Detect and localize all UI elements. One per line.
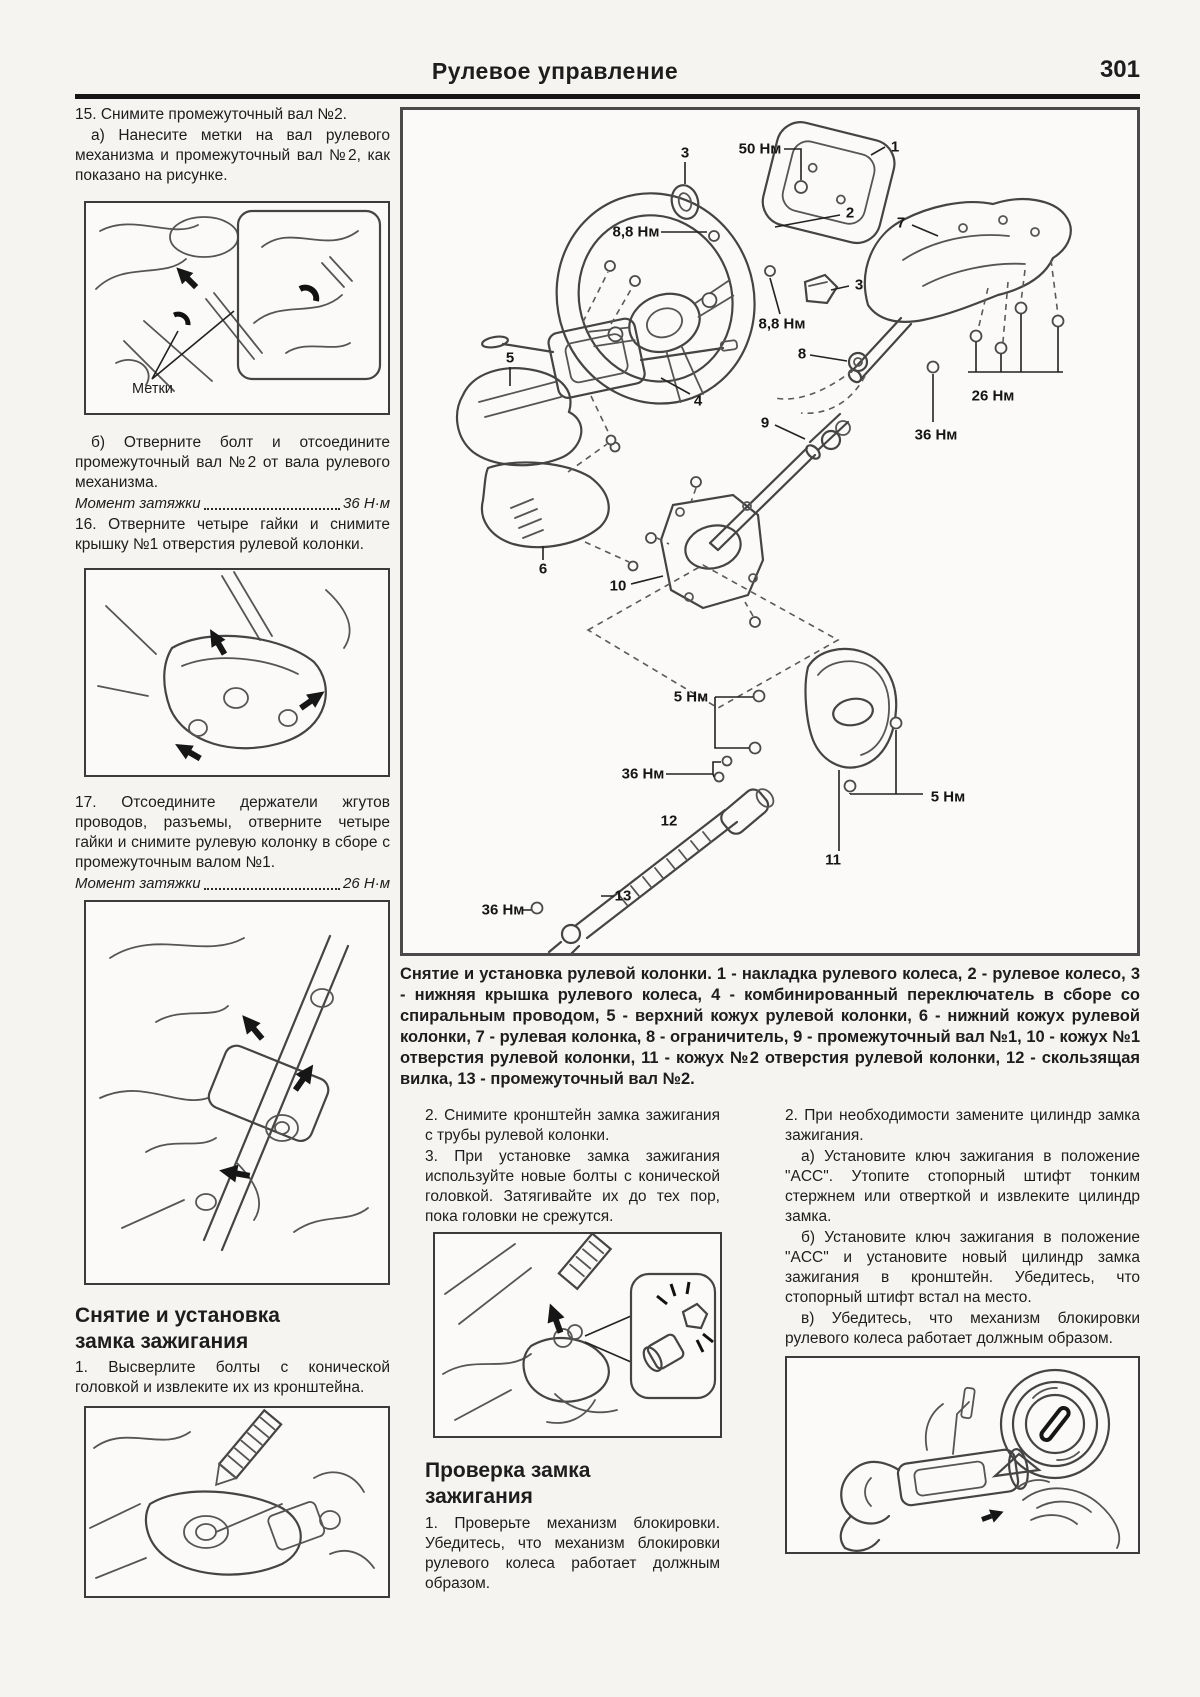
part-label: 10 — [609, 577, 627, 595]
check-step-1-text: 1. Проверьте механизм блокировки. Убедитесь, что механизм блокировки рулевого колеса работает должным образом. — [425, 1515, 720, 1592]
figure-drill-bolts — [84, 1406, 390, 1598]
header-rule — [75, 94, 1140, 99]
part-label: 4 — [693, 392, 703, 410]
figure-column-hole-cover — [84, 568, 390, 777]
right-column — [785, 1106, 1140, 1554]
marks-label: Метки — [132, 381, 173, 397]
drill-bolts-drawing — [86, 1408, 388, 1596]
part-label: 1 — [890, 138, 900, 156]
page-title: Рулевое управление — [431, 58, 679, 84]
part-label: 8 — [797, 345, 807, 363]
torque-label: 5 Нм — [930, 788, 966, 806]
diagram-caption: Снятие и установка рулевой колонки. 1 - накладка рулевого колеса, 2 - рулевое колесо, 3 - нижняя крышка рулевого колеса, 4 - комбинированный переключатель в сборе со спиральным проводом, 5 - верхний кожух рулевой колонки, 6 - нижний кожух рулевой колонки, 7 - рулевая колонка, 8 - ограничитель, 9 - промежуточный вал №1, 10 - кожух №1 отверстия рулевой колонки, 11 - кожух №2 отверстия рулевой колонки, 12 - скользящая вилка, 13 - промежуточный вал №2. — [400, 965, 1140, 1088]
step-17-text: 17. Отсоедините держатели жгутов проводов, разъемы, отверните четыре гайки и снимите рулевую колонку в сборе с промежуточным валом №1. — [75, 794, 390, 871]
ignition-lock-drawing — [787, 1358, 1138, 1552]
dot-leader — [204, 508, 340, 510]
torque-label: 36 Нм — [481, 901, 525, 919]
right-step-2a-text: а) Установите ключ зажигания в положение "ACC". Утопите стопорный штифт тонким стержнем или отверткой и извлеките цилиндр замка. — [785, 1148, 1140, 1225]
steering-column-exploded-drawing — [403, 110, 1137, 953]
torque-label: 26 Нм — [971, 387, 1015, 405]
torque-label: 8,8 Нм — [758, 315, 806, 333]
torque-spec-26: Момент затяжки 26 Н·м — [75, 875, 390, 892]
part-label: 3 — [854, 276, 864, 294]
figure-shear-bolts — [433, 1232, 722, 1438]
step-1-drill-text: 1. Высверлите болты с конической головкой и извлеките их из кронштейна. — [75, 1359, 390, 1396]
exploded-diagram-box — [400, 107, 1140, 956]
hole-cover-drawing — [86, 570, 388, 775]
right-step-2b-text: б) Установите ключ зажигания в положение "ACC" и установите новый цилиндр замка зажигания в кронштейн. Убедитесь, что стопорный штифт встал на место. — [785, 1229, 1140, 1306]
torque-label: 50 Нм — [738, 140, 782, 158]
part-label: 2 — [845, 204, 855, 222]
figure-ignition-lock — [785, 1356, 1140, 1554]
column-removal-drawing — [86, 902, 388, 1283]
mid-step-2-text: 2. Снимите кронштейн замка зажигания с трубы рулевой колонки. — [425, 1107, 720, 1144]
page-number: 301 — [1099, 56, 1140, 83]
part-label: 7 — [896, 214, 906, 232]
torque-label: 5 Нм — [673, 688, 709, 706]
dot-leader — [204, 888, 340, 890]
step-15-text: 15. Снимите промежуточный вал №2. — [75, 106, 347, 123]
check-heading-line2: зажигания — [425, 1485, 533, 1508]
right-step-2c-text: в) Убедитесь, что механизм блокировки рулевого колеса работает должным образом. — [785, 1310, 1140, 1347]
mid-step-3-text: 3. При установке замка зажигания используйте новые болты с конической головкой. Затягивайте их до тех пор, пока головки не срежутся. — [425, 1148, 720, 1225]
part-label: 11 — [825, 851, 841, 869]
section-heading-line2: замка зажигания — [75, 1330, 249, 1353]
part-label: 13 — [614, 887, 632, 905]
torque-label: 36 Нм — [914, 426, 958, 444]
part-label: 6 — [538, 560, 548, 578]
step-16-text: 16. Отверните четыре гайки и снимите крышку №1 отверстия рулевой колонки. — [75, 516, 390, 553]
torque-label: 36 Нм — [621, 765, 665, 783]
part-label: 9 — [760, 414, 770, 432]
check-heading-line1: Проверка замка — [425, 1459, 591, 1482]
torque-label: 8,8 Нм — [612, 223, 660, 241]
part-label: 12 — [660, 812, 678, 830]
middle-column — [425, 1106, 720, 1595]
step-15b-text: б) Отверните болт и отсоедините промежуточный вал №2 от вала рулевого механизма. — [75, 434, 390, 491]
part-label: 5 — [505, 349, 515, 367]
part-label: 3 — [680, 144, 690, 162]
step-15a-text: а) Нанесите метки на вал рулевого механизма и промежуточный вал №2, как показано на рисунке. — [75, 127, 390, 184]
figure-shaft-marks — [84, 201, 390, 415]
section-heading-line1: Снятие и установка — [75, 1304, 280, 1327]
figure-column-removal — [84, 900, 390, 1285]
shear-bolts-drawing — [435, 1234, 720, 1436]
torque-spec-36: Момент затяжки 36 Н·м — [75, 495, 390, 512]
left-column — [75, 105, 390, 1598]
right-step-2-text: 2. При необходимости замените цилиндр замка зажигания. — [785, 1107, 1140, 1144]
